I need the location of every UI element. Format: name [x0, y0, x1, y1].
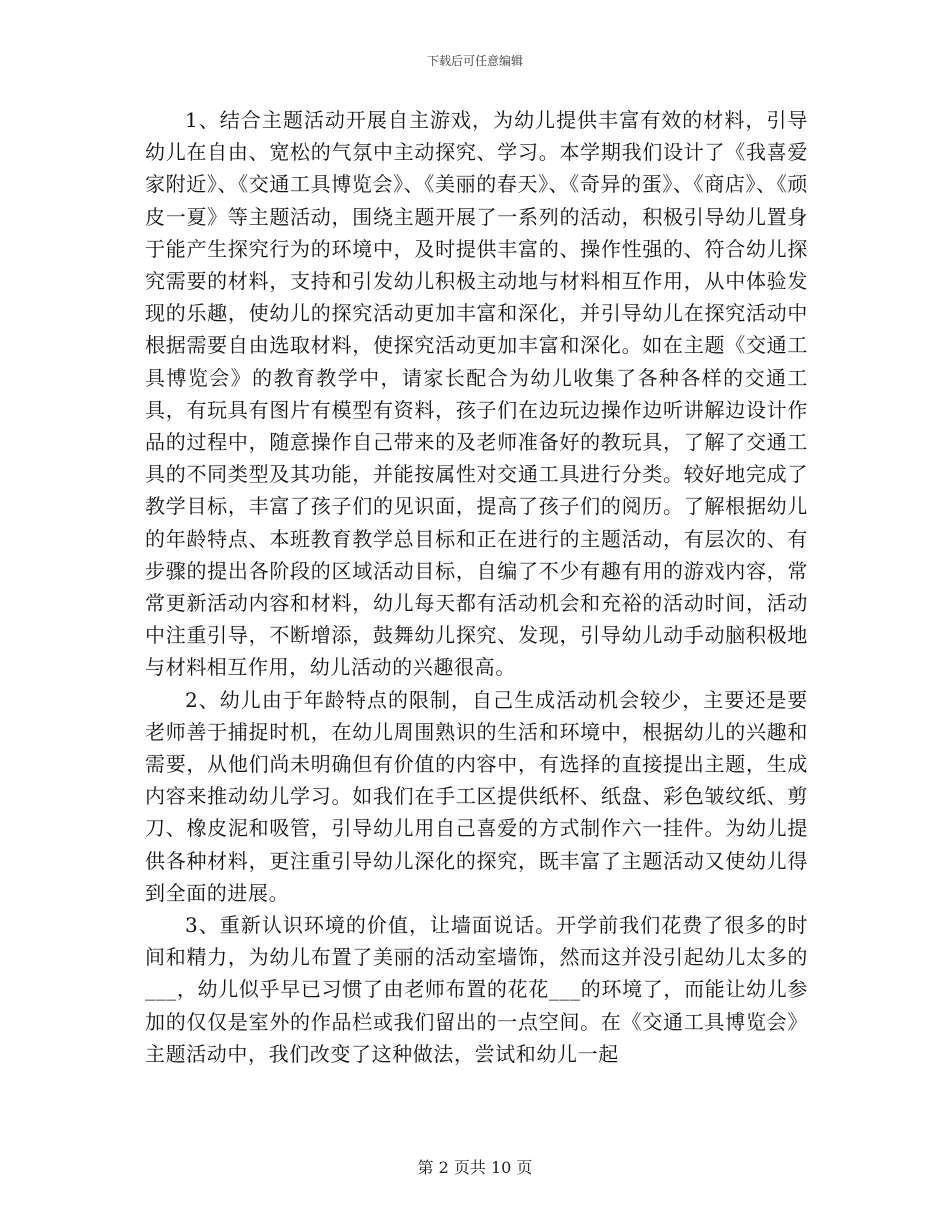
document-body: [145, 104, 808, 1070]
paragraph-3: 3、重新认识环境的价值，让墙面说话。开学前我们花费了很多的时间和精力，为幼儿布置了美丽的活动室墙饰，然而这并没引起幼儿太多的___，幼儿似乎早已习惯了由老师布置的花花___的环境了，而能让幼儿参加的仅仅是室外的作品栏或我们留出的一点空间。在《交通工具博览会》主题活动中，我们改变了这种做法，尝试和幼儿一起: [145, 913, 808, 1066]
paragraph-1: 1、结合主题活动开展自主游戏，为幼儿提供丰富有效的材料，引导幼儿在自由、宽松的气氛中主动探究、学习。本学期我们设计了《我喜爱家附近》、《交通工具博览会》、《美丽的春天》、《奇异的蛋》、《商店》、《顽皮一夏》等主题活动，围绕主题开展了一系列的活动，积极引导幼儿置身于能产生探究行为的环境中，及时提供丰富的、操作性强的、符合幼儿探究需要的材料，支持和引发幼儿积极主动地与材料相互作用，从中体验发现的乐趣，使幼儿的探究活动更加丰富和深化，并引导幼儿在探究活动中根据需要自由选取材料，使探究活动更加丰富和深化。如在主题《交通工具博览会》的教育教学中，请家长配合为幼儿收集了各种各样的交通工具，有玩具有图片有模型有资料，孩子们在边玩边操作边听讲解边设计作品的过程中，随意操作自己带来的及老师准备好的教玩具，了解了交通工具的不同类型及其功能，并能按属性对交通工具进行分类。较好地完成了教学目标，丰富了孩子们的见识面，提高了孩子们的阅历。了解根据幼儿的年龄特点、本班教育教学总目标和正在进行的主题活动，有层次的、有步骤的提出各阶段的区域活动目标，自编了不少有趣有用的游戏内容，常常更新活动内容和材料，幼儿每天都有活动机会和充裕的活动时间，活动中注重引导，不断增添，鼓舞幼儿探究、发现，引导幼儿动手动脑积极地与材料相互作用，幼儿活动的兴趣很高。: [145, 108, 808, 680]
paragraph-2: 2、幼儿由于年龄特点的限制，自己生成活动机会较少，主要还是要老师善于捕捉时机，在幼儿周围熟识的生活和环境中，根据幼儿的兴趣和需要，从他们尚未明确但有价值的内容中，有选择的直接提出主题，生成内容来推动幼儿学习。如我们在手工区提供纸杯、纸盘、彩色皱纹纸、剪刀、橡皮泥和吸管，引导幼儿用自己喜爱的方式制作六一挂件。为幼儿提供各种材料，更注重引导幼儿深化的探究，既丰富了主题活动又使幼儿得到全面的进展。: [145, 687, 808, 905]
page-header: 下载后可任意编辑: [426, 54, 523, 68]
page-footer: 第 2 页共 10 页: [417, 1158, 533, 1177]
